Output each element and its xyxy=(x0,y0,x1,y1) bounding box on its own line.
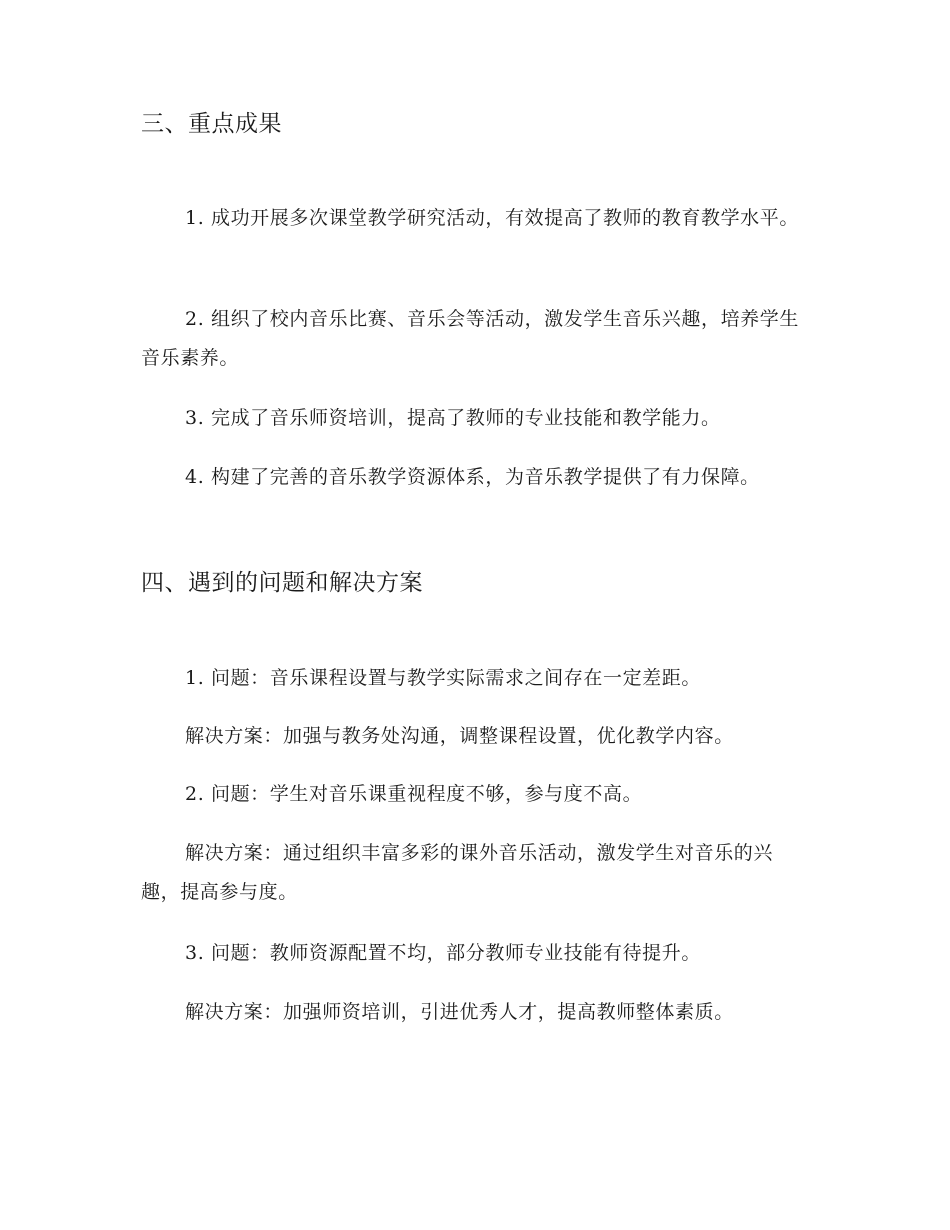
achievement-item-1: 1. 成功开展多次课堂教学研究活动，有效提高了教师的教育教学水平。 xyxy=(185,207,799,229)
section-heading-problems-solutions: 四、遇到的问题和解决方案 xyxy=(141,570,423,596)
section-heading-achievements: 三、重点成果 xyxy=(141,111,282,137)
problem-item-3: 3. 问题：教师资源配置不均，部分教师专业技能有待提升。 xyxy=(185,942,701,964)
problem-item-2: 2. 问题：学生对音乐课重视程度不够，参与度不高。 xyxy=(185,783,643,805)
solution-item-2: 解决方案：通过组织丰富多彩的课外音乐活动，激发学生对音乐的兴趣，提高参与度。 xyxy=(141,842,774,903)
solution-item-1: 解决方案：加强与教务处沟通，调整课程设置，优化教学内容。 xyxy=(185,725,734,747)
achievement-item-3: 3. 完成了音乐师资培训，提高了教师的专业技能和教学能力。 xyxy=(185,407,721,429)
problem-item-1: 1. 问题：音乐课程设置与教学实际需求之间存在一定差距。 xyxy=(185,667,701,689)
achievement-item-4: 4. 构建了完善的音乐教学资源体系，为音乐教学提供了有力保障。 xyxy=(185,466,760,488)
achievement-item-2: 2. 组织了校内音乐比赛、音乐会等活动，激发学生音乐兴趣，培养学生音乐素养。 xyxy=(141,308,799,369)
solution-item-3: 解决方案：加强师资培训，引进优秀人才，提高教师整体素质。 xyxy=(185,1001,734,1023)
